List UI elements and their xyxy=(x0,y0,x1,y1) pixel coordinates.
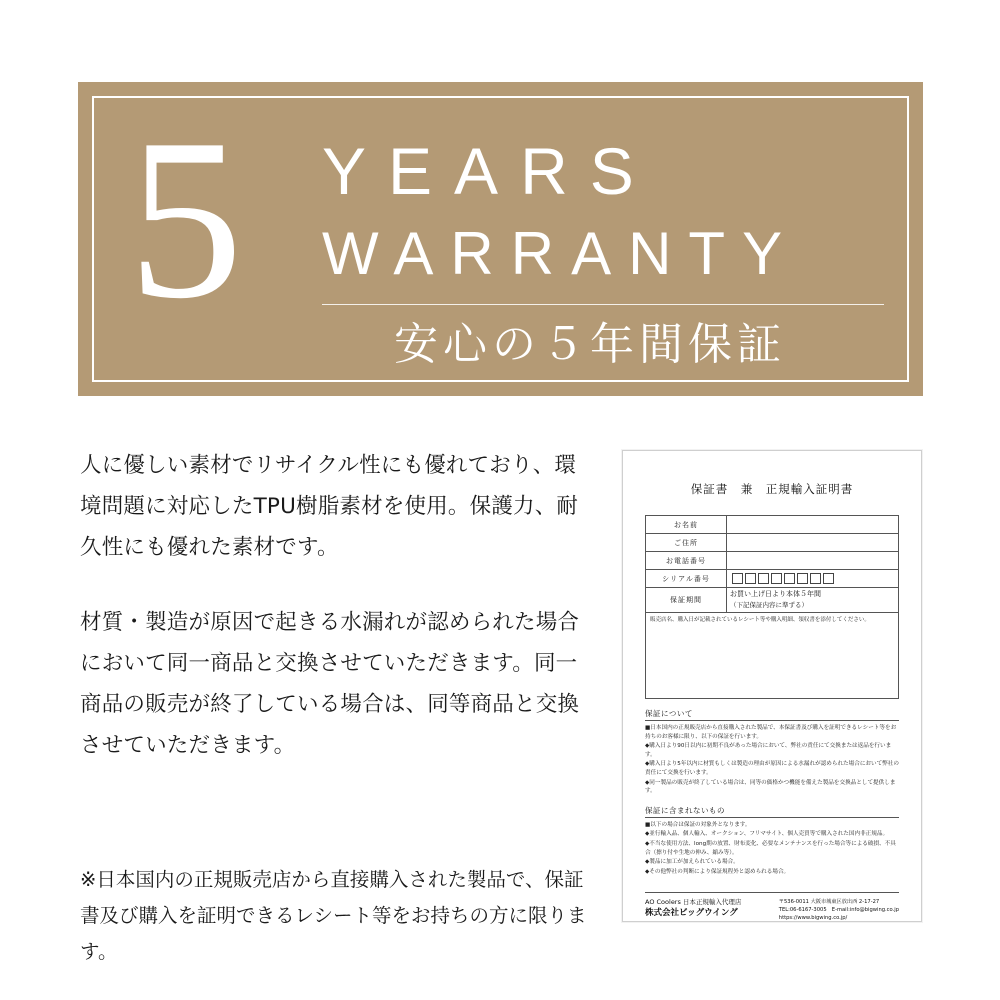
description-paragraph-1: 人に優しい素材でリサイクル性にも優れており、環境問題に対応したTPU樹脂素材を使用。保護力、耐久性にも優れた素材です。 xyxy=(80,453,579,560)
section-heading-coverage: 保証について xyxy=(645,708,899,721)
certificate-footer xyxy=(645,892,899,922)
field-label-name: お名前 xyxy=(646,516,727,534)
list-item: ◆購入日より5年以内に材質もしくは製造の理由が原因による水漏れが認められた場合において弊社の責任にて交換を行います。 xyxy=(645,761,899,776)
table-row xyxy=(646,534,899,552)
serial-box[interactable] xyxy=(758,573,769,584)
field-label-address: ご住所 xyxy=(646,534,727,552)
section-heading-exclusions: 保証に含まれないもの xyxy=(645,805,899,818)
footer-address: 〒536-0011 大阪市城東区放出西 2-17-27 xyxy=(778,899,880,906)
footer-distributor-line: AO Coolers 日本正規輸入代理店 xyxy=(645,898,742,907)
coverage-list xyxy=(645,724,899,796)
serial-box[interactable] xyxy=(771,573,782,584)
serial-box[interactable] xyxy=(784,573,795,584)
memo-instruction-text: 販売店名、購入日が記載されているレシート等や購入明細、領収書を添付してください。 xyxy=(650,617,870,623)
term-main-text: お買い上げ日より本体５年間 xyxy=(730,590,821,598)
table-row xyxy=(646,570,899,588)
field-label-serial: シリアル番号 xyxy=(646,570,727,588)
list-item: ■以下の場合は保証の対象外となります。 xyxy=(645,821,751,828)
warranty-banner xyxy=(78,82,923,396)
certificate-section-coverage xyxy=(645,708,899,796)
field-label-phone: お電話番号 xyxy=(646,552,727,570)
term-sub-text: （下記保証内容に準ずる） xyxy=(730,601,808,609)
exclusions-list xyxy=(645,821,899,877)
serial-box[interactable] xyxy=(823,573,834,584)
certificate-title: 保証書 兼 正規輸入証明書 xyxy=(690,482,854,496)
table-row xyxy=(646,588,899,613)
list-item: ◆製品に加工が加えられている場合。 xyxy=(645,859,739,866)
warranty-certificate-card xyxy=(622,450,922,922)
serial-box[interactable] xyxy=(810,573,821,584)
table-row xyxy=(646,516,899,534)
banner-border-frame xyxy=(92,91,909,382)
banner-warranty-text: WARRANTY xyxy=(322,220,800,287)
field-value-term xyxy=(727,588,899,613)
banner-divider xyxy=(322,304,884,305)
certificate-form-table xyxy=(645,515,899,613)
footer-company-block xyxy=(645,898,741,918)
certificate-section-exclusions xyxy=(645,805,899,877)
list-item: ◆購入日より90日以内に初期不良があった場合において、弊社の責任にて交換または返品を行います。 xyxy=(645,743,892,758)
certificate-memo-box[interactable] xyxy=(645,613,899,699)
description-paragraph-2: 材質・製造が原因で起きる水漏れが認められた場合において同一商品と交換させていただきます。同一商品の販売が終了している場合は、同等商品と交換させていただきます。 xyxy=(80,610,580,758)
serial-box[interactable] xyxy=(797,573,808,584)
list-item: ◆その他弊社の判断により保証規程外と認められる場合。 xyxy=(645,868,790,875)
table-row xyxy=(646,552,899,570)
list-item: ◆並行輸入品、個人輸入、オークション、フリマサイト、個人売買等で購入された国内非正規品。 xyxy=(645,831,889,838)
banner-japanese-subtitle: 安心の５年間保証 xyxy=(394,319,786,370)
banner-number: 5 xyxy=(128,91,239,346)
footer-website[interactable]: https://www.bigwing.co.jp/ xyxy=(778,915,848,922)
footer-company-name: 株式会社ビッグウイング xyxy=(645,908,738,919)
field-value-name[interactable] xyxy=(727,516,899,534)
footer-tel-email: TEL:06-6167-3005 E-mail:info@bigwing.co.jp xyxy=(778,907,899,914)
footer-contact-block xyxy=(779,898,899,922)
list-item: ◆不当な使用方法、long期の放置、財布変化、必要なメンテナンスを行った場合等による破損、不具合（擦り付や生地の伸み、縮み等）。 xyxy=(645,840,896,856)
field-label-term: 保証期間 xyxy=(646,588,727,613)
serial-number-boxes[interactable] xyxy=(730,573,895,584)
description-note: ※日本国内の正規販売店から直接購入された製品で、保証書及び購入を証明できるレシート等をお持ちの方に限ります。 xyxy=(80,868,587,963)
field-value-address[interactable] xyxy=(727,534,899,552)
list-item: ■日本国内の正規販売店から直接購入された製品で、本保証書及び購入を証明できるレシート等をお持ちのお客様に限り、以下の保証を行います。 xyxy=(645,725,897,740)
field-value-phone[interactable] xyxy=(727,552,899,570)
list-item: ◆同一製品の販売が終了している場合は、同等の価格かつ機能を備えた製品を交換品として提供します。 xyxy=(645,779,896,795)
field-value-serial[interactable] xyxy=(727,570,899,588)
banner-years-text: YEARS xyxy=(322,134,656,208)
serial-box[interactable] xyxy=(745,573,756,584)
serial-box[interactable] xyxy=(732,573,743,584)
description-column xyxy=(80,445,596,766)
